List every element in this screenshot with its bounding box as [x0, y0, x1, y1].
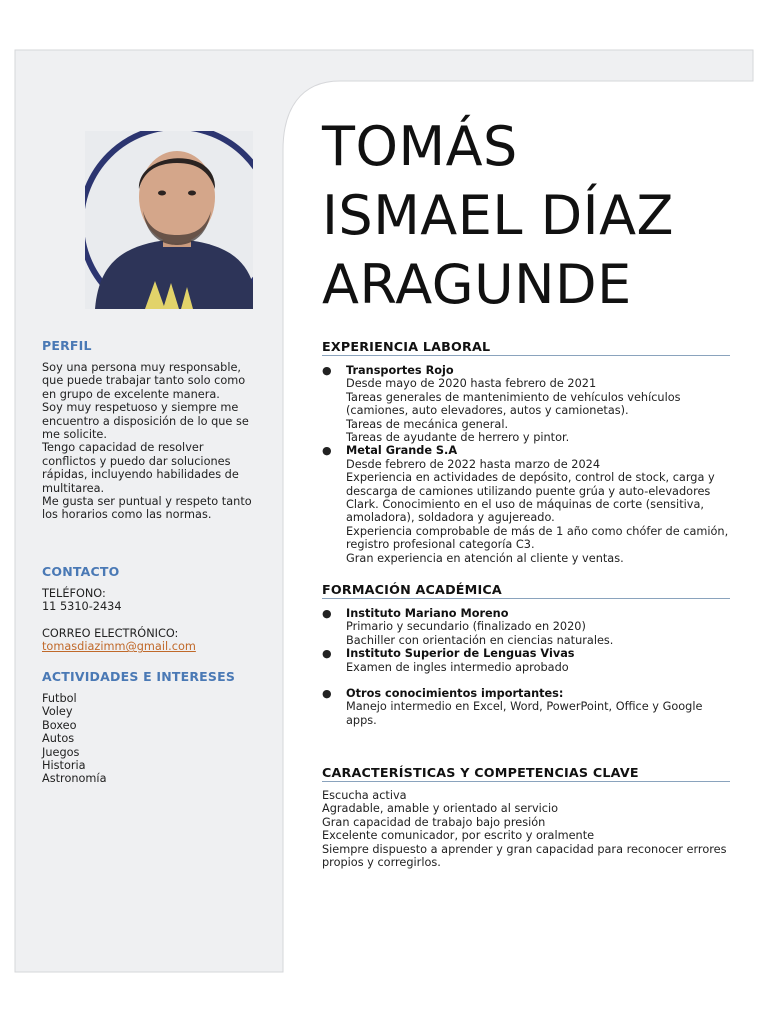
- skills-heading: CARACTERÍSTICAS Y COMPETENCIAS CLAVE: [322, 765, 730, 782]
- profile-paragraph: Me gusta ser puntual y respeto tanto los horarios como las normas.: [42, 495, 252, 522]
- bullet-icon: ●: [322, 687, 332, 701]
- experience-heading: EXPERIENCIA LABORAL: [322, 339, 730, 356]
- profile-text: [42, 361, 257, 522]
- contact-block: [42, 587, 257, 654]
- experience-list: [322, 364, 732, 565]
- bullet-icon: ●: [322, 647, 332, 661]
- job-line: Experiencia comprobable de más de 1 año como chófer de camión, registro profesional categoría C3.: [346, 524, 729, 552]
- education-title: Instituto Mariano Moreno: [346, 607, 509, 620]
- skill-item: Siempre dispuesto a aprender y gran capacidad para reconocer errores propios y corregirlos.: [322, 842, 727, 870]
- job-line: Tareas de ayudante de herrero y pintor.: [346, 431, 570, 445]
- job-entry: [322, 364, 732, 444]
- name-line: TOMÁS: [322, 115, 518, 178]
- job-line: Desde mayo de 2020 hasta febrero de 2021: [346, 377, 597, 391]
- education-title: Instituto Superior de Lenguas Vivas: [346, 647, 575, 661]
- bullet-icon: ●: [322, 607, 332, 620]
- phone-label: TELÉFONO:: [42, 587, 106, 600]
- name-line: ARAGUNDE: [322, 253, 632, 316]
- education-entry: [322, 647, 732, 674]
- interest-item: Voley: [42, 705, 73, 719]
- education-title: Otros conocimientos importantes:: [346, 687, 564, 701]
- name-line: ISMAEL DÍAZ: [322, 184, 675, 247]
- profile-paragraph: Soy una persona muy responsable, que puede trabajar tanto solo como en grupo de excelente manera.: [42, 361, 246, 401]
- education-line: Examen de ingles intermedio aprobado: [346, 660, 569, 674]
- email-label: CORREO ELECTRÓNICO:: [42, 626, 179, 640]
- job-line: Experiencia en actividades de depósito, control de stock, carga y descarga de camiones utilizando puente grúa y auto-elevadores Clark. Conocimiento en el uso de máquinas de corte (sensitiva, amoladora), soldadora y agujereado.: [346, 471, 715, 525]
- interest-item: Futbol: [42, 692, 77, 705]
- job-line: Desde febrero de 2022 hasta marzo de 2024: [346, 457, 601, 471]
- phone-number: 11 5310-2434: [42, 600, 122, 614]
- email-link[interactable]: tomasdiazimm@gmail.com: [42, 640, 196, 654]
- education-heading: FORMACIÓN ACADÉMICA: [322, 582, 730, 599]
- education-line: Manejo intermedio en Excel, Word, PowerPoint, Office y Google apps.: [346, 700, 703, 727]
- skills-list: [322, 789, 732, 869]
- bullet-icon: ●: [322, 444, 332, 458]
- job-line: Tareas de mecánica general.: [346, 417, 509, 431]
- interest-item: Autos: [42, 732, 75, 746]
- education-line: Bachiller con orientación en ciencias naturales.: [346, 633, 614, 647]
- interest-item: Boxeo: [42, 718, 77, 732]
- page-title: [322, 112, 674, 319]
- profile-paragraph: Tengo capacidad de resolver conflictos y puedo dar soluciones rápidas, incluyendo habilidades de multitarea.: [42, 441, 239, 495]
- profile-photo: [85, 131, 253, 309]
- skill-item: Escucha activa: [322, 789, 407, 802]
- job-title: Metal Grande S.A: [346, 444, 458, 458]
- job-line: Tareas generales de mantenimiento de vehículos vehículos (camiones, auto elevadores, autos y camionetas).: [346, 390, 681, 418]
- education-line: Primario y secundario (finalizado en 2020): [346, 620, 586, 634]
- profile-paragraph: Soy muy respetuoso y siempre me encuentro a disposición de lo que se me solicite.: [42, 401, 249, 442]
- interest-item: Historia: [42, 759, 86, 773]
- education-entry: [322, 607, 732, 647]
- interest-item: Juegos: [42, 745, 80, 759]
- skill-item: Gran capacidad de trabajo bajo presión: [322, 815, 546, 829]
- skill-item: Agradable, amable y orientado al servicio: [322, 802, 559, 816]
- education-list: [322, 607, 732, 727]
- interests-heading: ACTIVIDADES E INTERESES: [42, 669, 236, 684]
- interest-item: Astronomía: [42, 772, 107, 786]
- job-line: Gran experiencia en atención al cliente y ventas.: [346, 551, 624, 565]
- interests-list: [42, 692, 257, 786]
- job-title: Transportes Rojo: [346, 364, 454, 377]
- contact-heading: CONTACTO: [42, 564, 120, 579]
- education-entry: [322, 687, 732, 727]
- job-entry: [322, 444, 732, 565]
- profile-heading: PERFIL: [42, 338, 92, 353]
- bullet-icon: ●: [322, 364, 332, 377]
- skill-item: Excelente comunicador, por escrito y oralmente: [322, 829, 595, 843]
